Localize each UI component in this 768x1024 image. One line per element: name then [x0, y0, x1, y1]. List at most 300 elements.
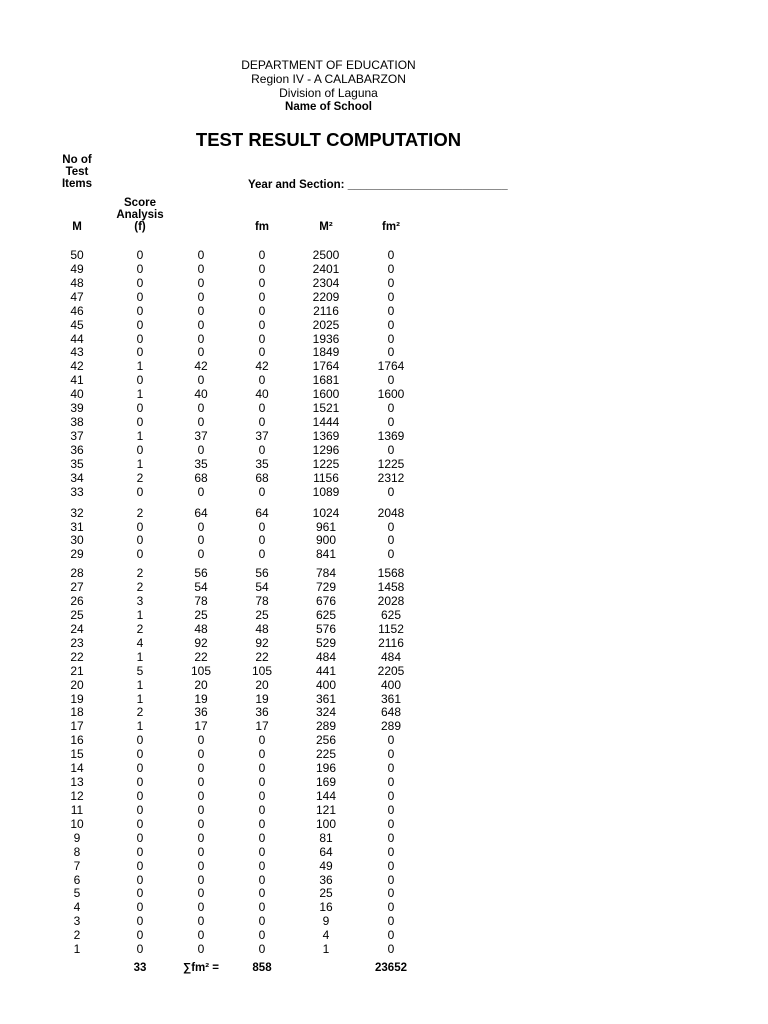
cell-m: 44 [70, 331, 84, 346]
cell-fm: 0 [258, 533, 266, 548]
cell-m2: 1369 [312, 429, 340, 443]
cell-f: 5 [136, 663, 144, 678]
cell-fm-calc: 0 [197, 248, 205, 262]
cell-fm-calc: 105 [190, 663, 212, 678]
cell-f: 0 [136, 775, 144, 789]
cell-fm: 0 [258, 415, 266, 429]
cell-m2: 289 [315, 719, 337, 734]
cell-f: 0 [136, 289, 144, 304]
cell-fm2: 2116 [378, 635, 404, 650]
cell-m: 4 [73, 900, 81, 915]
cell-fm: 25 [255, 608, 269, 622]
cell-m2: 1225 [312, 456, 340, 471]
cell-fm2: 2028 [377, 594, 405, 609]
label-score-analysis: Score Analysis (f) [116, 197, 164, 233]
cell-fm2: 1568 [377, 566, 405, 581]
cell-fm-calc: 35 [194, 456, 208, 471]
cell-fm2: 0 [387, 914, 395, 929]
cell-m: 36 [70, 442, 84, 457]
cell-fm-calc: 20 [194, 677, 208, 692]
cell-fm2: 1458 [377, 580, 405, 595]
cell-fm: 0 [258, 373, 266, 388]
cell-f: 1 [136, 429, 144, 443]
cell-f: 1 [136, 359, 144, 374]
cell-m2: 196 [315, 761, 337, 776]
cell-fm2: 0 [387, 858, 395, 873]
cell-m2: 961 [315, 519, 337, 534]
table-row [0, 886, 768, 900]
cell-fm: 0 [258, 733, 266, 748]
cell-fm2: 0 [387, 886, 395, 901]
cell-fm: 64 [255, 505, 269, 520]
cell-m2: 1089 [312, 484, 340, 499]
cell-m2: 2500 [312, 248, 340, 262]
cell-fm-calc: 36 [194, 705, 208, 720]
cell-fm-calc: 48 [194, 621, 208, 636]
cell-fm-calc: 0 [197, 442, 205, 457]
cell-fm: 48 [255, 621, 269, 636]
table-row [0, 650, 768, 664]
cell-m: 32 [70, 505, 84, 520]
cell-m2: 1764 [312, 359, 340, 374]
cell-fm2: 0 [387, 547, 395, 562]
cell-fm2: 0 [387, 373, 395, 388]
cell-fm: 105 [251, 663, 273, 678]
cell-fm-calc: 0 [197, 373, 205, 388]
cell-m: 50 [70, 248, 84, 262]
cell-fm2: 0 [387, 844, 395, 859]
cell-f: 1 [136, 691, 144, 706]
cell-m: 40 [70, 387, 84, 402]
cell-fm-calc: 92 [194, 635, 208, 650]
cell-m: 34 [70, 470, 84, 485]
cell-m2: 256 [315, 733, 337, 748]
table-row [0, 533, 768, 547]
cell-fm: 0 [258, 275, 266, 290]
cell-fm: 0 [258, 775, 266, 789]
cell-fm: 56 [255, 566, 269, 581]
cell-fm2: 1764 [377, 359, 405, 374]
cell-f: 0 [136, 830, 144, 845]
table-row [0, 520, 768, 534]
total-label: ∑fm² = [183, 962, 219, 974]
cell-m: 15 [70, 747, 84, 762]
cell-fm2: 625 [380, 608, 402, 622]
cell-f: 0 [136, 547, 144, 562]
table-row [0, 485, 768, 499]
cell-fm2: 0 [387, 802, 395, 817]
cell-fm-calc: 37 [194, 429, 208, 443]
table-row [0, 747, 768, 761]
cell-fm2: 0 [387, 331, 395, 346]
cell-fm-calc: 0 [197, 401, 205, 416]
cell-m: 42 [70, 359, 84, 374]
cell-fm2: 0 [387, 303, 395, 318]
cell-fm2: 0 [387, 345, 395, 360]
cell-f: 0 [136, 415, 144, 429]
cell-f: 0 [136, 261, 144, 276]
cell-m2: 64 [319, 844, 333, 859]
cell-fm: 0 [258, 519, 266, 534]
cell-m: 48 [70, 275, 84, 290]
cell-m2: 2209 [312, 289, 340, 304]
cell-fm: 22 [255, 649, 269, 664]
cell-f: 0 [136, 886, 144, 901]
cell-m: 47 [70, 289, 84, 304]
cell-fm-calc: 0 [197, 858, 205, 873]
table-row [0, 304, 768, 318]
cell-fm2: 0 [387, 289, 395, 304]
cell-fm2: 0 [387, 747, 395, 762]
table-row [0, 817, 768, 831]
cell-fm: 0 [258, 858, 266, 873]
cell-fm: 40 [255, 387, 269, 402]
cell-fm2: 0 [387, 317, 395, 332]
cell-m: 24 [70, 621, 84, 636]
table-row [0, 831, 768, 845]
table-row [0, 775, 768, 789]
cell-m: 45 [70, 317, 84, 332]
cell-m2: 2401 [312, 261, 340, 276]
cell-fm2: 2312 [377, 470, 405, 485]
total-fm2: 23652 [375, 962, 407, 974]
cell-m2: 1681 [312, 373, 340, 388]
cell-m2: 49 [319, 858, 333, 873]
col-header-m: M [72, 221, 82, 233]
table-row [0, 622, 768, 636]
page-title: TEST RESULT COMPUTATION [195, 129, 462, 150]
table-row [0, 506, 768, 520]
cell-f: 0 [136, 844, 144, 859]
cell-fm2: 0 [387, 733, 395, 748]
cell-m2: 25 [319, 886, 333, 901]
table-row [0, 345, 768, 359]
cell-m2: 1936 [312, 331, 340, 346]
cell-f: 0 [136, 484, 144, 499]
cell-m2: 1156 [313, 470, 339, 485]
cell-fm2: 0 [387, 275, 395, 290]
cell-m: 26 [70, 594, 84, 609]
cell-m: 6 [73, 872, 81, 887]
cell-f: 0 [136, 928, 144, 943]
cell-m: 18 [70, 705, 84, 720]
cell-fm2: 1152 [378, 621, 404, 636]
cell-fm: 0 [258, 289, 266, 304]
table-row [0, 457, 768, 471]
column-headers [0, 220, 768, 234]
cell-m2: 2304 [312, 275, 340, 290]
cell-m2: 4 [322, 928, 330, 943]
cell-fm2: 1600 [377, 387, 405, 402]
cell-fm2: 0 [387, 401, 395, 416]
cell-m2: 400 [315, 677, 337, 692]
table-row [0, 803, 768, 817]
table-row [0, 248, 768, 262]
table-row [0, 914, 768, 928]
cell-m: 43 [70, 345, 84, 360]
cell-fm-calc: 64 [194, 505, 208, 520]
cell-fm: 0 [258, 844, 266, 859]
cell-f: 0 [136, 345, 144, 360]
cell-fm2: 0 [387, 484, 395, 499]
cell-m2: 1444 [312, 415, 340, 429]
cell-m: 1 [73, 942, 81, 957]
cell-m: 49 [70, 261, 84, 276]
cell-m: 22 [70, 649, 84, 664]
table-row [0, 859, 768, 873]
col-header-m2: M² [319, 221, 333, 233]
cell-f: 0 [136, 401, 144, 416]
cell-m2: 16 [319, 900, 333, 915]
cell-f: 0 [136, 761, 144, 776]
cell-f: 2 [136, 470, 144, 485]
cell-m2: 2025 [312, 317, 340, 332]
cell-fm: 0 [258, 331, 266, 346]
cell-fm-calc: 22 [194, 649, 208, 664]
cell-fm2: 0 [387, 830, 395, 845]
cell-m: 19 [70, 691, 84, 706]
cell-m2: 900 [315, 533, 337, 548]
cell-fm2: 0 [387, 533, 395, 548]
header-department: DEPARTMENT OF EDUCATION [241, 58, 416, 72]
cell-f: 0 [136, 789, 144, 803]
table-row [0, 318, 768, 332]
table-row [0, 636, 768, 650]
cell-fm2: 1369 [377, 429, 405, 443]
cell-m: 33 [70, 484, 84, 499]
cell-f: 2 [136, 580, 144, 595]
cell-m: 10 [70, 816, 84, 831]
cell-m2: 144 [315, 789, 337, 803]
table-row [0, 845, 768, 859]
col-header-fm: fm [254, 221, 270, 233]
cell-f: 1 [136, 608, 144, 622]
cell-m2: 841 [315, 547, 337, 562]
table-row [0, 566, 768, 580]
cell-f: 0 [136, 802, 144, 817]
cell-fm-calc: 54 [194, 580, 208, 595]
cell-fm2: 400 [380, 677, 402, 692]
table-row [0, 942, 768, 956]
cell-m: 25 [70, 608, 84, 622]
cell-m: 13 [70, 775, 84, 789]
cell-f: 1 [136, 649, 144, 664]
cell-fm2: 2205 [377, 663, 405, 678]
cell-f: 1 [136, 387, 144, 402]
table-row [0, 262, 768, 276]
cell-fm: 68 [255, 470, 269, 485]
cell-m: 5 [73, 886, 81, 901]
cell-f: 0 [136, 533, 144, 548]
table-row [0, 276, 768, 290]
cell-fm-calc: 19 [194, 691, 208, 706]
cell-f: 0 [136, 248, 144, 262]
cell-fm-calc: 0 [197, 914, 205, 929]
cell-fm2: 361 [380, 691, 402, 706]
cell-fm-calc: 68 [194, 470, 208, 485]
cell-fm-calc: 0 [197, 303, 205, 318]
cell-f: 3 [136, 594, 144, 609]
cell-fm: 0 [258, 401, 266, 416]
cell-fm: 54 [255, 580, 269, 595]
table-row [0, 873, 768, 887]
cell-m2: 576 [315, 621, 337, 636]
cell-fm-calc: 0 [197, 872, 205, 887]
cell-fm: 0 [258, 830, 266, 845]
cell-fm2: 0 [387, 415, 395, 429]
cell-m2: 784 [315, 566, 337, 581]
table-row [0, 608, 768, 622]
table-row [0, 761, 768, 775]
cell-fm: 35 [255, 456, 269, 471]
cell-fm-calc: 0 [197, 275, 205, 290]
cell-fm: 0 [258, 248, 266, 262]
cell-fm-calc: 0 [197, 415, 205, 429]
cell-m2: 1849 [312, 345, 340, 360]
cell-m2: 729 [315, 580, 337, 595]
cell-fm-calc: 0 [197, 761, 205, 776]
cell-fm2: 0 [387, 816, 395, 831]
cell-f: 0 [136, 747, 144, 762]
cell-fm-calc: 40 [194, 387, 208, 402]
cell-fm-calc: 0 [197, 519, 205, 534]
cell-m2: 676 [315, 594, 337, 609]
table-row [0, 719, 768, 733]
table-row [0, 332, 768, 346]
cell-fm: 20 [255, 677, 269, 692]
cell-fm-calc: 0 [197, 331, 205, 346]
cell-fm: 0 [258, 914, 266, 929]
cell-fm-calc: 0 [197, 789, 205, 803]
cell-fm-calc: 0 [197, 886, 205, 901]
cell-f: 4 [136, 635, 144, 650]
cell-fm2: 0 [387, 261, 395, 276]
cell-fm-calc: 0 [197, 345, 205, 360]
cell-fm2: 289 [380, 719, 402, 734]
table-row [0, 678, 768, 692]
cell-m: 3 [73, 914, 81, 929]
cell-fm-calc: 17 [194, 719, 208, 734]
cell-fm: 0 [258, 761, 266, 776]
cell-fm: 78 [255, 594, 269, 609]
cell-m: 28 [70, 566, 84, 581]
cell-fm-calc: 78 [194, 594, 208, 609]
cell-fm: 19 [255, 691, 269, 706]
cell-f: 0 [136, 914, 144, 929]
cell-fm: 0 [258, 484, 266, 499]
table-row [0, 359, 768, 373]
cell-fm: 0 [258, 303, 266, 318]
table-row [0, 900, 768, 914]
cell-fm: 0 [258, 802, 266, 817]
cell-fm-calc: 42 [194, 359, 208, 374]
table-row [0, 692, 768, 706]
cell-f: 0 [136, 816, 144, 831]
cell-f: 0 [136, 331, 144, 346]
cell-m2: 169 [315, 775, 337, 789]
cell-fm-calc: 0 [197, 775, 205, 789]
cell-m: 37 [70, 429, 84, 443]
cell-f: 0 [136, 303, 144, 318]
cell-fm: 0 [258, 900, 266, 915]
table-row [0, 547, 768, 561]
table-row [0, 594, 768, 608]
cell-fm2: 0 [387, 519, 395, 534]
cell-m2: 9 [322, 914, 330, 929]
cell-m2: 121 [315, 802, 337, 817]
cell-f: 0 [136, 900, 144, 915]
cell-m: 9 [73, 830, 81, 845]
cell-f: 2 [136, 621, 144, 636]
year-section-field: Year and Section: _________________________ [248, 179, 508, 191]
cell-fm: 0 [258, 261, 266, 276]
label-no-of-test-items: No of Test Items [61, 154, 93, 190]
table-row [0, 580, 768, 594]
cell-fm-calc: 0 [197, 900, 205, 915]
total-f: 33 [133, 962, 147, 974]
cell-fm-calc: 0 [197, 533, 205, 548]
cell-m2: 1024 [312, 505, 340, 520]
cell-fm-calc: 0 [197, 928, 205, 943]
cell-fm: 42 [255, 359, 269, 374]
cell-fm2: 0 [387, 442, 395, 457]
table-row [0, 443, 768, 457]
cell-f: 0 [136, 942, 144, 957]
cell-m: 31 [70, 519, 84, 534]
cell-m2: 1521 [312, 401, 340, 416]
cell-fm: 92 [255, 635, 269, 650]
cell-fm-calc: 0 [197, 942, 205, 957]
table-row [0, 415, 768, 429]
cell-m2: 1600 [312, 387, 340, 402]
cell-fm-calc: 0 [197, 317, 205, 332]
cell-fm-calc: 0 [197, 830, 205, 845]
cell-fm: 37 [255, 429, 269, 443]
cell-fm-calc: 0 [197, 802, 205, 817]
cell-m: 38 [70, 415, 84, 429]
cell-m: 16 [70, 733, 84, 748]
table-row [0, 290, 768, 304]
cell-fm2: 2048 [377, 505, 405, 520]
cell-f: 0 [136, 858, 144, 873]
cell-m: 11 [70, 802, 84, 817]
cell-f: 1 [136, 719, 144, 734]
cell-fm2: 484 [380, 649, 402, 664]
table-row [0, 373, 768, 387]
cell-fm: 0 [258, 886, 266, 901]
cell-m2: 324 [315, 705, 337, 720]
cell-m2: 625 [315, 608, 337, 622]
cell-m2: 2116 [313, 303, 339, 318]
cell-m: 14 [70, 761, 84, 776]
cell-fm2: 1225 [377, 456, 405, 471]
cell-m2: 1 [322, 942, 330, 957]
cell-fm: 17 [255, 719, 269, 734]
cell-m2: 225 [315, 747, 337, 762]
table-row [0, 387, 768, 401]
cell-fm: 0 [258, 872, 266, 887]
table-row [0, 733, 768, 747]
cell-f: 0 [136, 317, 144, 332]
cell-m2: 361 [315, 691, 337, 706]
table-row [0, 471, 768, 485]
cell-fm2: 648 [380, 705, 402, 720]
cell-fm: 0 [258, 442, 266, 457]
header-region: Region IV - A CALABARZON [251, 72, 406, 86]
cell-fm: 0 [258, 547, 266, 562]
cell-m: 39 [70, 401, 84, 416]
col-header-fm2: fm² [382, 221, 400, 233]
